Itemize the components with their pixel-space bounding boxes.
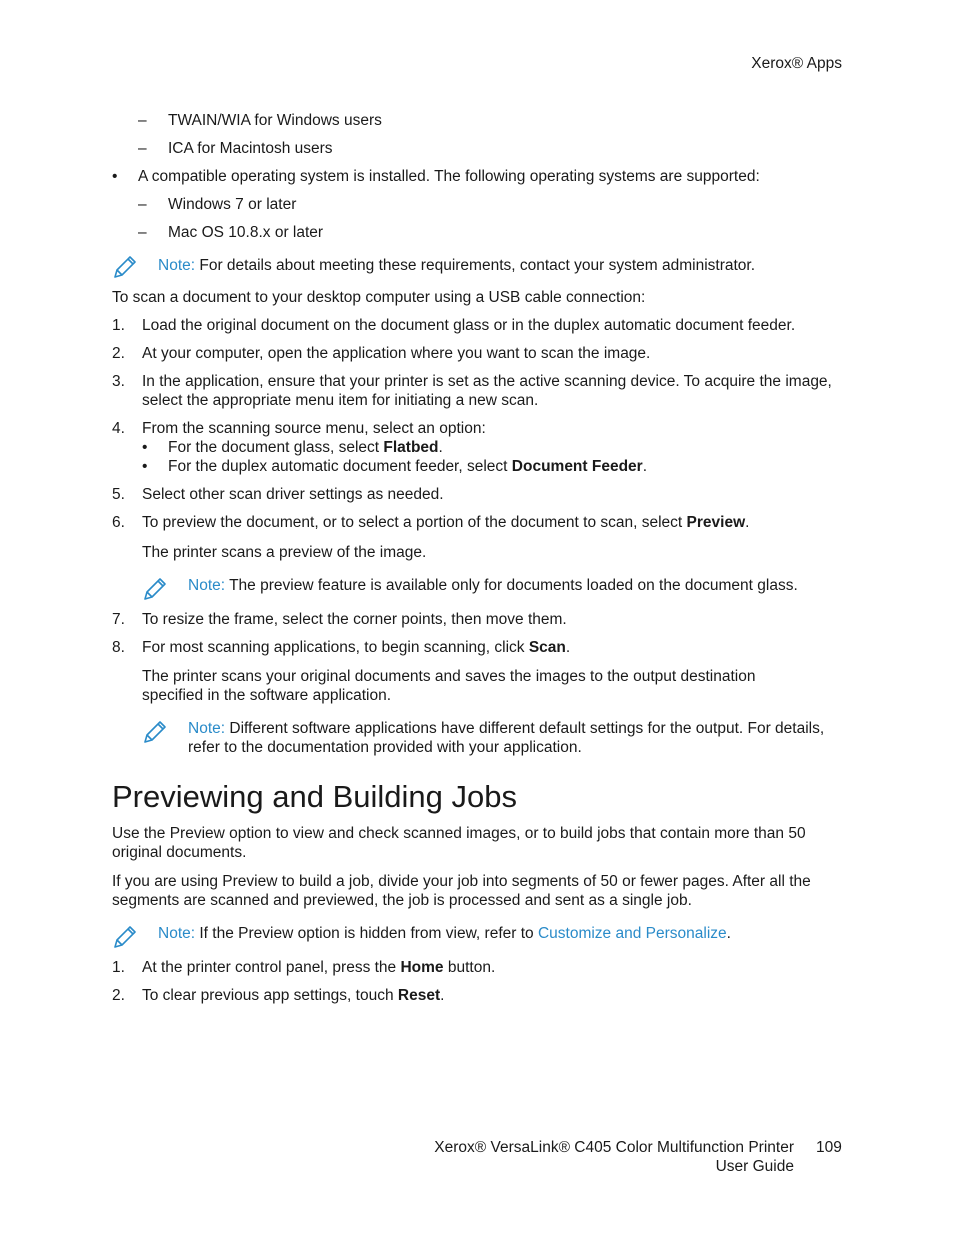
step-result: The printer scans your original documents and saves the images to the output destination specified in the software application. bbox=[142, 668, 756, 704]
step-text: Load the original document on the document glass or in the duplex automatic document feeder. bbox=[142, 317, 796, 334]
note-text: If the Preview option is hidden from view, refer to bbox=[195, 925, 538, 942]
bullet-marker: • bbox=[112, 168, 118, 185]
pencil-icon bbox=[142, 576, 168, 602]
page-number: 109 bbox=[816, 1139, 842, 1156]
list-item: Windows 7 or later bbox=[168, 196, 297, 213]
note-label: Note: bbox=[188, 577, 226, 594]
dash-marker: – bbox=[138, 224, 147, 241]
list-item: For the document glass, select Flatbed. bbox=[168, 439, 443, 456]
note-label: Note: bbox=[158, 257, 196, 274]
note-text: For details about meeting these requirements, contact your system administrator. bbox=[195, 257, 756, 274]
dash-marker: – bbox=[138, 112, 147, 129]
customize-link[interactable]: Customize and Personalize bbox=[537, 925, 727, 942]
pencil-icon bbox=[112, 924, 138, 950]
paragraph: Use the Preview option to view and check scanned images, or to build jobs that contain more than 50 original documents. bbox=[112, 825, 806, 861]
list-item: A compatible operating system is installed. The following operating systems are supported: bbox=[138, 168, 760, 185]
step-text: In the application, ensure that your printer is set as the active scanning device. To acquire the image, select the appropriate menu item for initiating a new scan. bbox=[142, 373, 832, 409]
step-number: 4. bbox=[112, 420, 125, 437]
note: Note: If the Preview option is hidden from view, refer to Customize and Personalize. bbox=[158, 925, 731, 942]
note bbox=[158, 256, 755, 275]
list-item: ICA for Macintosh users bbox=[168, 140, 333, 157]
note-label: Note: bbox=[158, 925, 196, 942]
step-text: At the printer control panel, press the Home button. bbox=[142, 959, 496, 976]
list-item: For the duplex automatic document feeder, select Document Feeder. bbox=[168, 458, 648, 475]
footer-product: Xerox® VersaLink® C405 Color Multifunction Printer bbox=[434, 1139, 794, 1156]
note bbox=[188, 719, 828, 757]
intro-paragraph: To scan a document to your desktop computer using a USB cable connection: bbox=[112, 289, 646, 306]
note bbox=[188, 576, 798, 595]
step-number: 6. bbox=[112, 514, 125, 531]
step-text: From the scanning source menu, select an option: bbox=[142, 420, 486, 437]
step-number: 5. bbox=[112, 486, 125, 503]
pencil-icon bbox=[112, 254, 138, 280]
list-item: TWAIN/WIA for Windows users bbox=[168, 112, 382, 129]
running-header: Xerox® Apps bbox=[751, 55, 842, 72]
step-number: 7. bbox=[112, 611, 125, 628]
step-text: To resize the frame, select the corner points, then move them. bbox=[142, 611, 567, 628]
step-number: 2. bbox=[112, 345, 125, 362]
step-text: To preview the document, or to select a portion of the document to scan, select Preview. bbox=[142, 514, 750, 531]
step-text: To clear previous app settings, touch Reset. bbox=[142, 987, 445, 1004]
step-number: 3. bbox=[112, 373, 125, 390]
section-heading: Previewing and Building Jobs bbox=[112, 779, 517, 814]
step-number: 8. bbox=[112, 639, 125, 656]
bullet-marker: • bbox=[142, 439, 148, 456]
step-text: For most scanning applications, to begin scanning, click Scan. bbox=[142, 639, 571, 656]
list-item: Mac OS 10.8.x or later bbox=[168, 224, 324, 241]
dash-marker: – bbox=[138, 140, 147, 157]
footer-guide: User Guide bbox=[715, 1158, 794, 1175]
step-number: 1. bbox=[112, 317, 125, 334]
footer bbox=[434, 1138, 794, 1176]
note-label: Note: bbox=[188, 720, 226, 737]
note-text: Different software applications have different default settings for the output. For details, refer to the documentation provided with your application. bbox=[188, 720, 825, 756]
step-number: 1. bbox=[112, 959, 125, 976]
bullet-marker: • bbox=[142, 458, 148, 475]
pencil-icon bbox=[142, 719, 168, 745]
step-result: The printer scans a preview of the image. bbox=[142, 544, 427, 561]
step-text: Select other scan driver settings as needed. bbox=[142, 486, 444, 503]
paragraph: If you are using Preview to build a job, divide your job into segments of 50 or fewer pages. After all the segments are scanned and previewed, the job is processed and sent as a single job. bbox=[112, 873, 811, 909]
dash-marker: – bbox=[138, 196, 147, 213]
note-text: The preview feature is available only for documents loaded on the document glass. bbox=[225, 577, 798, 594]
step-text: At your computer, open the application where you want to scan the image. bbox=[142, 345, 651, 362]
step-number: 2. bbox=[112, 987, 125, 1004]
